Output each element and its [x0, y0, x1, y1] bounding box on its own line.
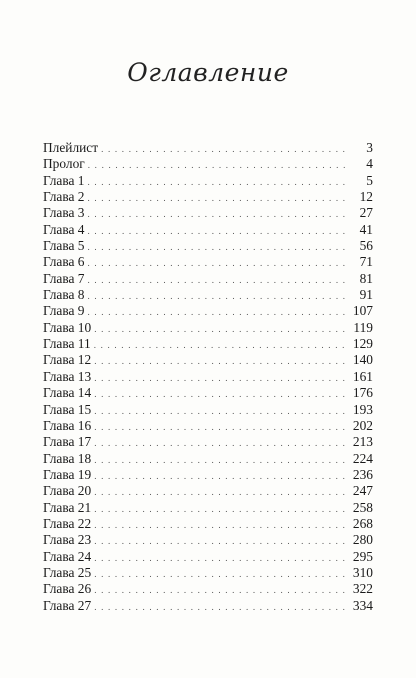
toc-entry [43, 287, 373, 303]
toc-entry-page-number: 310 [352, 564, 373, 580]
toc-entry [43, 369, 373, 385]
toc-dot-leader [101, 141, 348, 157]
toc-entry-label: Плейлист [43, 140, 99, 155]
toc-entry-label: Глава 2 [43, 189, 85, 205]
toc-dot-leader [88, 190, 349, 206]
toc-dot-leader [94, 517, 348, 533]
toc-entry-page-number: 129 [352, 336, 373, 352]
toc-entry-page-number: 56 [359, 238, 373, 254]
toc-entry-page-number: 193 [352, 401, 373, 417]
toc-dot-leader [88, 255, 349, 271]
toc-dot-leader [94, 419, 348, 435]
toc-entry-label: Глава 12 [43, 352, 92, 368]
toc-entry [43, 271, 373, 287]
toc-entry [43, 205, 373, 221]
toc-entry [43, 434, 373, 450]
toc-dot-leader [88, 206, 349, 222]
toc-dot-leader [94, 599, 348, 615]
toc-dot-leader [94, 337, 348, 353]
toc-entry-label: Глава 7 [43, 270, 85, 286]
toc-entry-page-number: 213 [352, 434, 373, 450]
toc-entry-label: Глава 25 [43, 564, 92, 580]
toc-entry-label: Глава 21 [43, 499, 92, 515]
toc-dot-leader [88, 157, 348, 173]
toc-dot-leader [88, 239, 349, 255]
toc-entry-label: Глава 3 [43, 205, 85, 221]
toc-dot-leader [94, 566, 348, 582]
toc-entry-label: Глава 5 [43, 238, 85, 254]
toc-entry-label: Глава 20 [43, 483, 92, 499]
toc-dot-leader [94, 353, 348, 369]
toc-dot-leader [88, 174, 349, 190]
toc-entry [43, 303, 373, 319]
toc-entry [43, 189, 373, 205]
toc-entry-page-number: 295 [352, 548, 373, 564]
toc-dot-leader [94, 550, 348, 566]
toc-entry-label: Глава 1 [43, 172, 85, 188]
toc-entry [43, 336, 373, 352]
toc-entry-page-number: 140 [352, 352, 373, 368]
toc-dot-leader [94, 484, 348, 500]
toc-entry [43, 516, 373, 532]
toc-entry-page-number: 27 [359, 205, 373, 221]
toc-entry [43, 320, 373, 336]
toc-entry-page-number: 5 [366, 172, 373, 188]
toc-entry [43, 532, 373, 548]
toc-dot-leader [88, 223, 349, 239]
toc-entry-page-number: 224 [352, 450, 373, 466]
toc-entry-page-number: 247 [352, 483, 373, 499]
toc-entry-page-number: 91 [359, 287, 373, 303]
toc-entry [43, 418, 373, 434]
toc-entry [43, 467, 373, 483]
toc-dot-leader [94, 468, 348, 484]
toc-entry-page-number: 119 [353, 319, 373, 335]
toc-entry [43, 140, 373, 156]
toc-entry-label: Глава 17 [43, 434, 92, 450]
toc-dot-leader [94, 501, 348, 517]
toc-entry [43, 352, 373, 368]
toc-entry-page-number: 71 [359, 254, 373, 270]
toc-entry [43, 549, 373, 565]
toc-dot-leader [94, 533, 348, 549]
toc-entry [43, 598, 373, 614]
toc-entry-page-number: 334 [352, 597, 373, 613]
toc-dot-leader [94, 386, 348, 402]
toc-entry-label: Глава 18 [43, 450, 92, 466]
toc-entry-page-number: 280 [352, 532, 373, 548]
toc-entry-label: Глава 24 [43, 548, 92, 564]
toc-entry-page-number: 258 [352, 499, 373, 515]
toc-entry-label: Глава 8 [43, 287, 85, 303]
toc-entry-label: Глава 23 [43, 532, 92, 548]
toc-dot-leader [94, 452, 348, 468]
toc-entry-page-number: 41 [359, 221, 373, 237]
toc-entry-label: Глава 19 [43, 466, 92, 482]
toc-entry-label: Пролог [43, 156, 85, 172]
toc-entry [43, 451, 373, 467]
toc-entry-page-number: 176 [352, 385, 373, 401]
toc-entry-label: Глава 15 [43, 401, 92, 417]
toc-dot-leader [94, 582, 348, 598]
toc-entry [43, 402, 373, 418]
toc-entry [43, 385, 373, 401]
toc-dot-leader [88, 272, 349, 288]
toc-entry [43, 173, 373, 189]
toc-entry-page-number: 3 [366, 140, 373, 155]
toc-entry-page-number: 236 [352, 466, 373, 482]
toc-entry-page-number: 322 [352, 581, 373, 597]
toc-entry [43, 483, 373, 499]
toc-dot-leader [94, 370, 348, 386]
toc-entry [43, 222, 373, 238]
toc-entry-label: Глава 16 [43, 417, 92, 433]
toc-dot-leader [88, 304, 349, 320]
toc-list [43, 140, 373, 614]
toc-entry [43, 500, 373, 516]
toc-entry-page-number: 268 [352, 515, 373, 531]
toc-dot-leader [88, 288, 349, 304]
toc-entry-page-number: 4 [366, 156, 373, 172]
toc-entry-page-number: 161 [352, 368, 373, 384]
toc-entry [43, 254, 373, 270]
toc-dot-leader [94, 403, 348, 419]
toc-entry-label: Глава 11 [43, 336, 91, 352]
toc-entry-page-number: 12 [359, 189, 373, 205]
toc-entry [43, 565, 373, 581]
toc-heading: Оглавление [127, 58, 289, 87]
toc-entry-label: Глава 4 [43, 221, 85, 237]
toc-dot-leader [94, 321, 348, 337]
toc-entry-label: Глава 13 [43, 368, 92, 384]
toc-entry-label: Глава 26 [43, 581, 92, 597]
toc-dot-leader [94, 435, 348, 451]
toc-entry-label: Глава 22 [43, 515, 92, 531]
toc-entry-label: Глава 10 [43, 319, 92, 335]
toc-entry-label: Глава 9 [43, 303, 85, 319]
toc-entry-label: Глава 27 [43, 597, 92, 613]
toc-entry-label: Глава 14 [43, 385, 92, 401]
toc-entry [43, 581, 373, 597]
toc-entry [43, 238, 373, 254]
toc-entry-page-number: 81 [359, 270, 373, 286]
toc-entry-page-number: 202 [352, 417, 373, 433]
toc-entry [43, 156, 373, 172]
toc-entry-label: Глава 6 [43, 254, 85, 270]
toc-entry-page-number: 107 [352, 303, 373, 319]
